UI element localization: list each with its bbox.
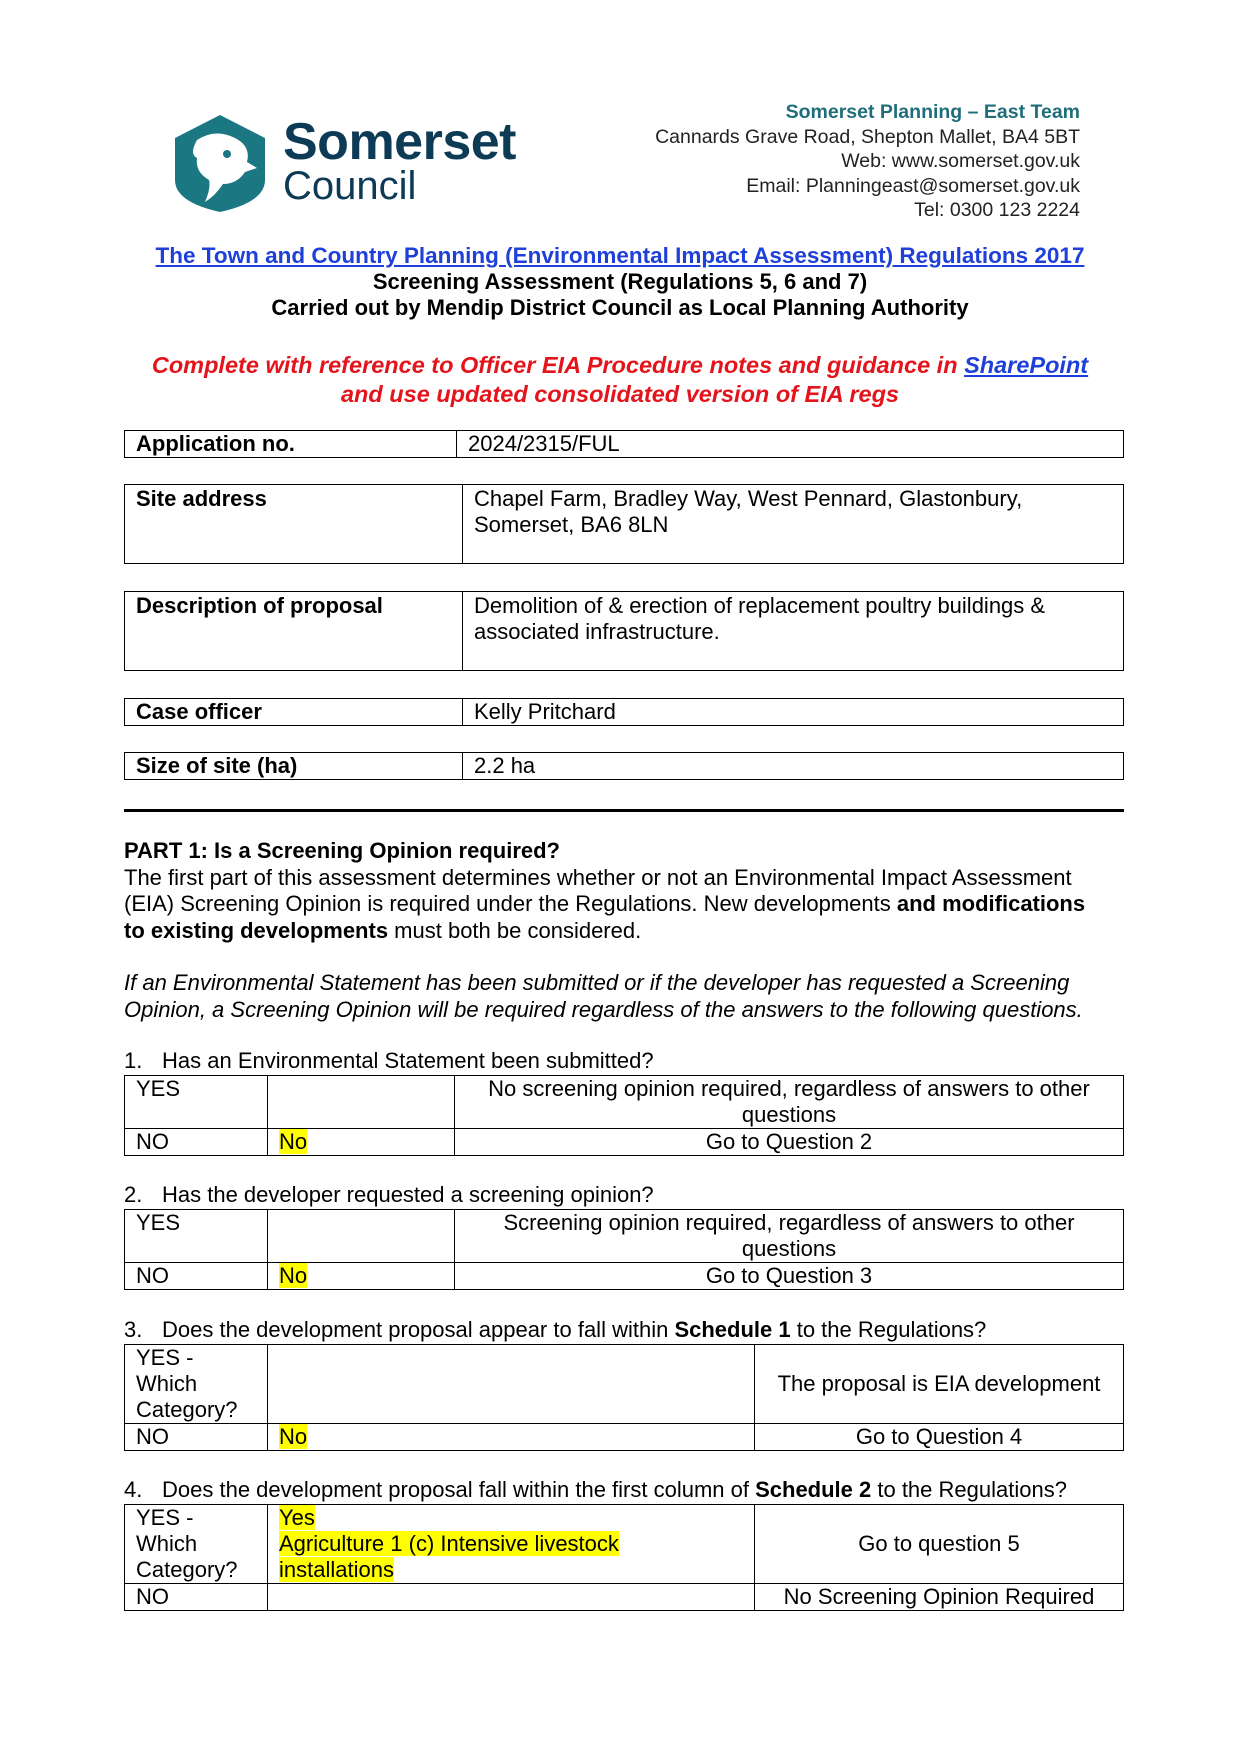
q3-no-result: Go to Question 4 [755, 1424, 1124, 1451]
q4-yes-answer [268, 1505, 755, 1584]
question-1 [124, 1048, 654, 1074]
q1-no-result: Go to Question 2 [455, 1129, 1124, 1156]
q2-yes-result-line-1: Screening opinion required, regardless of answers to other [503, 1210, 1075, 1235]
site-address-line-2: Somerset, BA6 8LN [474, 512, 669, 537]
question-4-text-bold: Schedule 2 [755, 1477, 872, 1502]
q1-no-answer-cell [268, 1129, 455, 1156]
question-3-text-post: to the Regulations? [790, 1317, 987, 1342]
q4-no-label: NO [125, 1584, 268, 1611]
q2-yes-answer [268, 1210, 455, 1263]
description-table [124, 591, 1124, 671]
q3-yes-result: The proposal is EIA development [755, 1345, 1124, 1424]
q1-yes-result-line-1: No screening opinion required, regardless of answers to other [488, 1076, 1090, 1101]
part-1-heading: PART 1: Is a Screening Opinion required? [124, 838, 560, 863]
intro-bold-1: and modifications [896, 891, 1086, 916]
question-3-text-pre: Does the development proposal appear to fall within [162, 1317, 675, 1342]
q4-yes-answer-line-2: Agriculture 1 (c) Intensive livestock [279, 1531, 619, 1556]
site-size-label: Size of site (ha) [125, 753, 463, 780]
q4-yes-answer-line-1: Yes [279, 1505, 315, 1530]
site-address-value [463, 485, 1124, 564]
q3-yes-label [125, 1345, 268, 1424]
dragon-icon [165, 110, 275, 215]
q4-yes-result: Go to question 5 [755, 1505, 1124, 1584]
part-1-section [124, 838, 1124, 1023]
screening-title: Screening Assessment (Regulations 5, 6 and 7) [372, 269, 868, 294]
somerset-council-logo [165, 110, 525, 215]
question-2-text: Has the developer requested a screening opinion? [162, 1182, 654, 1207]
intro-text-3: must both be considered. [388, 917, 642, 943]
case-officer-label: Case officer [125, 699, 463, 726]
part-1-italic-line-1: If an Environmental Statement has been submitted or if the developer has requested a Screening [124, 970, 1070, 995]
question-3-text-bold: Schedule 1 [674, 1317, 791, 1342]
q1-yes-label: YES [125, 1076, 268, 1129]
part-1-intro-line-1: The first part of this assessment determines whether or not an Environmental Impact Assessment [124, 864, 1072, 890]
description-label: Description of proposal [125, 592, 463, 671]
q1-no-label: NO [125, 1129, 268, 1156]
question-4-table [124, 1504, 1124, 1611]
q3-yes-line-1: YES - [136, 1345, 194, 1370]
q2-yes-label: YES [125, 1210, 268, 1263]
document-titles [0, 243, 1240, 321]
q3-no-label: NO [125, 1424, 268, 1451]
q2-yes-result [455, 1210, 1124, 1263]
question-4-text-post: to the Regulations? [871, 1477, 1067, 1502]
case-officer-table [124, 698, 1124, 726]
q1-yes-answer [268, 1076, 455, 1129]
q1-yes-result-line-2: questions [741, 1102, 837, 1127]
question-2 [124, 1182, 654, 1208]
application-no-value: 2024/2315/FUL [457, 431, 1124, 458]
question-2-table [124, 1209, 1124, 1290]
intro-text-2: (EIA) Screening Opinion is required under the Regulations. New developments [124, 891, 897, 916]
contact-block [655, 100, 1080, 223]
question-1-number: 1. [124, 1048, 143, 1073]
q3-yes-line-2: Which [136, 1371, 198, 1396]
contact-web: Web: www.somerset.gov.uk [841, 150, 1080, 172]
site-size-table [124, 752, 1124, 780]
instruction-note [0, 351, 1240, 409]
question-4-number: 4. [124, 1477, 143, 1502]
q2-no-result: Go to Question 3 [455, 1263, 1124, 1290]
q1-yes-result [455, 1076, 1124, 1129]
application-no-label: Application no. [125, 431, 457, 458]
logo-wordmark-council: Council [283, 164, 417, 208]
contact-email: Email: Planningeast@somerset.gov.uk [746, 174, 1080, 197]
part-1-intro-line-3 [124, 918, 1124, 945]
description-line-2: associated infrastructure. [474, 619, 720, 644]
q4-yes-label [125, 1505, 268, 1584]
q4-yes-line-3: Category? [136, 1557, 238, 1582]
regulations-link[interactable]: The Town and Country Planning (Environmental Impact Assessment) Regulations 2017 [155, 243, 1085, 268]
intro-bold-2: to existing developments [124, 917, 389, 943]
case-officer-value: Kelly Pritchard [463, 699, 1124, 726]
carried-out-title: Carried out by Mendip District Council as Local Planning Authority [271, 295, 969, 320]
q2-no-answer-cell [268, 1263, 455, 1290]
q4-no-result: No Screening Opinion Required [755, 1584, 1124, 1611]
q2-no-label: NO [125, 1263, 268, 1290]
logo-wordmark-somerset: Somerset [283, 113, 516, 171]
question-4-text-pre: Does the development proposal fall within the first column of [162, 1477, 756, 1502]
site-address-table [124, 484, 1124, 564]
question-4 [124, 1477, 1067, 1503]
part-1-intro-line-2 [124, 891, 1124, 918]
question-3 [124, 1317, 986, 1343]
q3-yes-answer [268, 1345, 755, 1424]
contact-address: Cannards Grave Road, Shepton Mallet, BA4 5BT [655, 125, 1080, 148]
site-address-label: Site address [125, 485, 463, 564]
contact-tel: Tel: 0300 123 2224 [914, 199, 1080, 221]
question-3-number: 3. [124, 1317, 143, 1342]
question-1-table [124, 1075, 1124, 1156]
instruction-line-2: and use updated consolidated version of EIA regs [340, 381, 899, 407]
q4-no-answer [268, 1584, 755, 1611]
site-size-value: 2.2 ha [463, 753, 1124, 780]
application-no-table [124, 430, 1124, 458]
q4-yes-answer-line-3: installations [279, 1557, 394, 1582]
site-address-line-1: Chapel Farm, Bradley Way, West Pennard, Glastonbury, [474, 486, 1023, 511]
q3-no-answer-cell [268, 1424, 755, 1451]
question-2-number: 2. [124, 1182, 143, 1207]
question-1-text: Has an Environmental Statement been submitted? [162, 1048, 654, 1073]
q3-no-answer: No [279, 1424, 308, 1449]
description-value [463, 592, 1124, 671]
sharepoint-link[interactable]: SharePoint [964, 352, 1089, 378]
q1-no-answer: No [279, 1129, 308, 1154]
q2-no-answer: No [279, 1263, 308, 1288]
question-3-table [124, 1344, 1124, 1451]
q2-yes-result-line-2: questions [741, 1236, 837, 1261]
description-line-1: Demolition of & erection of replacement poultry buildings & [474, 593, 1046, 618]
instruction-line-1: Complete with reference to Officer EIA Procedure notes and guidance in [151, 352, 965, 378]
q3-yes-line-3: Category? [136, 1397, 238, 1422]
team-name: Somerset Planning – East Team [785, 101, 1080, 123]
part-1-italic-line-2: Opinion, a Screening Opinion will be required regardless of the answers to the following questions. [124, 996, 1083, 1022]
q4-yes-line-1: YES - [136, 1505, 194, 1530]
section-divider [124, 809, 1124, 812]
q4-yes-line-2: Which [136, 1531, 198, 1556]
